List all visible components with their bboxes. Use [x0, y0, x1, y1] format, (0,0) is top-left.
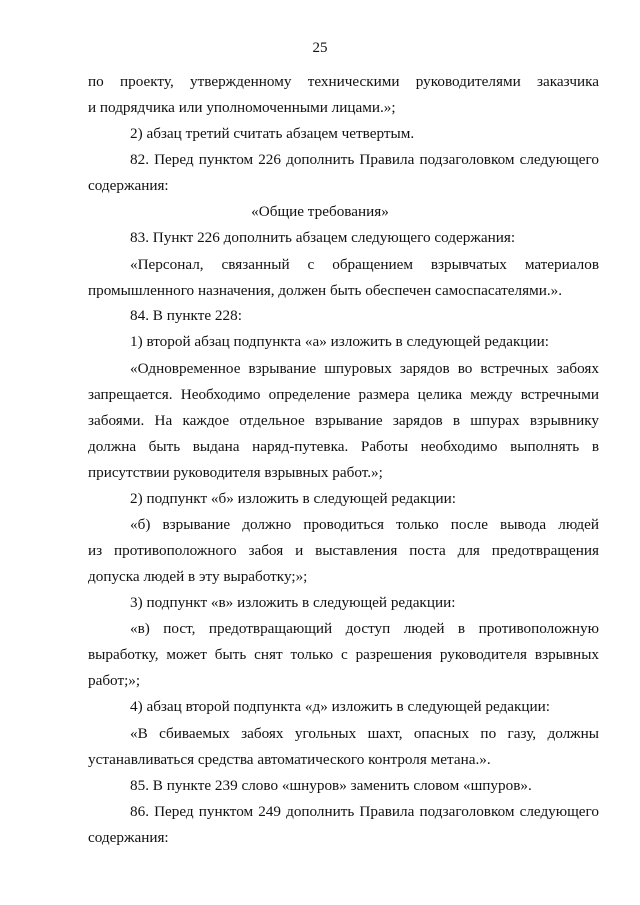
text-line: промышленного назначения, должен быть обеспечен самоспасателями.». [88, 282, 563, 299]
text-line: 84. В пункте 228: [130, 307, 242, 324]
text-line: «б) взрывание должно проводиться только после вывода людей [130, 516, 599, 533]
text-line: «в) пост, предотвращающий доступ людей в противоположную [130, 620, 599, 637]
text-line: «Одновременное взрывание шпуровых зарядов во встречных забоях [130, 360, 599, 377]
text-line: «В сбиваемых забоях угольных шахт, опасных по газу, должны [130, 725, 599, 742]
text-line: должна быть выдана наряд-путевка. Работы необходимо выполнять в [88, 438, 599, 455]
text-line: 3) подпункт «в» изложить в следующей редакции: [130, 594, 456, 611]
text-line: 1) второй абзац подпункта «а» изложить в следующей редакции: [130, 333, 549, 350]
text-line: устанавливаться средства автоматического контроля метана.». [88, 751, 491, 768]
subheading: «Общие требования» [251, 203, 389, 220]
page-number: 25 [312, 40, 328, 56]
text-line: 83. Пункт 226 дополнить абзацем следующего содержания: [130, 229, 516, 246]
text-line: 2) абзац третий считать абзацем четвертым. [130, 125, 415, 142]
text-line: забоями. На каждое отдельное взрывание зарядов в шпурах взрывнику [88, 412, 599, 429]
text-line: запрещается. Необходимо определение размера целика между встречными [88, 386, 599, 403]
text-line: 86. Перед пунктом 249 дополнить Правила подзаголовком следующего [130, 803, 599, 820]
text-line: выработку, может быть снят только с разрешения руководителя взрывных [88, 646, 599, 663]
text-line: 2) подпункт «б» изложить в следующей редакции: [130, 490, 456, 507]
text-line: работ;»; [88, 672, 141, 689]
text-line: по проекту, утвержденному техническими руководителями заказчика [88, 73, 599, 90]
text-line: содержания: [88, 177, 169, 194]
text-line: присутствии руководителя взрывных работ.»; [88, 464, 383, 481]
text-line: допуска людей в эту выработку;»; [88, 568, 308, 585]
text-line: содержания: [88, 829, 169, 846]
text-line: 85. В пункте 239 слово «шнуров» заменить словом «шпуров». [130, 777, 532, 794]
text-line: из противоположного забоя и выставления поста для предотвращения [88, 542, 599, 559]
text-line: 82. Перед пунктом 226 дополнить Правила подзаголовком следующего [130, 151, 599, 168]
text-line: «Персонал, связанный с обращением взрывчатых материалов [130, 256, 599, 273]
text-line: и подрядчика или уполномоченными лицами.»; [88, 99, 396, 116]
text-line: 4) абзац второй подпункта «д» изложить в следующей редакции: [130, 698, 550, 715]
